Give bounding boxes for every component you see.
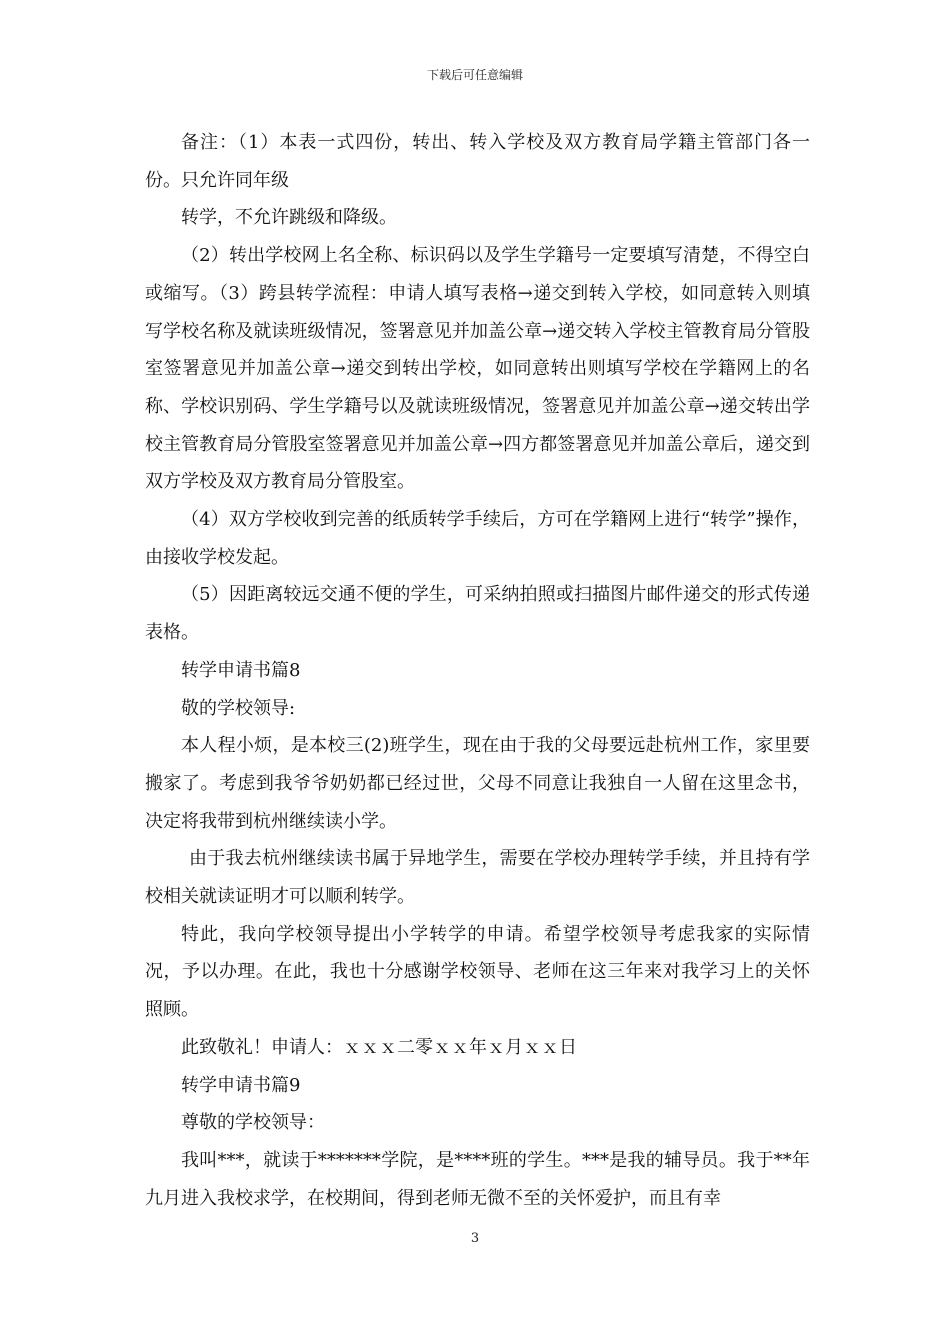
page-header: 下载后可任意编辑 (426, 68, 523, 82)
salutation: 尊敬的学校领导： (181, 1112, 325, 1134)
body-paragraph: 转学，不允许跳级和降级。 (181, 207, 397, 229)
section-heading: 转学申请书篇9 (181, 1074, 301, 1096)
body-paragraph: （2）转出学校网上名全称、标识码以及学生学籍号一定要填写清楚，不得空白或缩写。（3）跨县转学流程：申请人填写表格→递交到转入学校，如同意转入则填写学校名称及就读班级情况，签署意见并加盖公章→递交转入学校主管教育局分管股室签署意见并加盖公章→递交到转出学校，如同意转出则填写学校在学籍网上的名称、学校识别码、学生学籍号以及就读班级情况，签署意见并加盖公章→递交转出学校主管教育局分管股室签署意见并加盖公章→四方都签署意见并加盖公章后，递交到双方学校及双方教育局分管股室。 (145, 245, 810, 493)
salutation: 敬的学校领导: (181, 697, 296, 719)
body-paragraph: （4）双方学校收到完善的纸质转学手续后，方可在学籍网上进行“转学”操作，由接收学校发起。 (145, 509, 810, 568)
document-body (145, 124, 810, 1217)
closing-signature: 此致敬礼！申请人：ｘｘｘ二零ｘｘ年ｘ月ｘｘ日 (181, 1036, 577, 1058)
body-paragraph: （5）因距离较远交通不便的学生，可采纳拍照或扫描图片邮件递交的形式传递表格。 (145, 584, 810, 644)
section-heading: 转学申请书篇8 (181, 659, 301, 681)
body-paragraph: 特此，我向学校领导提出小学转学的申请。希望学校领导考虑我家的实际情况，予以办理。在此，我也十分感谢学校领导、老师在这三年来对我学习上的关怀照顾。 (145, 923, 810, 1021)
body-paragraph: 我叫***，就读于*******学院，是****班的学生。***是我的辅导员。我于**年九月进入我校求学，在校期间，得到老师无微不至的关怀爱护，而且有幸 (145, 1149, 810, 1209)
body-paragraph: 本人程小烦，是本校三(2)班学生，现在由于我的父母要远赴杭州工作，家里要搬家了。考虑到我爷爷奶奶都已经过世，父母不同意让我独自一人留在这里念书，决定将我带到杭州继续读小学。 (145, 735, 810, 832)
body-paragraph: 备注：（1）本表一式四份，转出、转入学校及双方教育局学籍主管部门各一份。只允许同年级 (145, 132, 810, 191)
body-paragraph: 由于我去杭州继续读书属于异地学生，需要在学校办理转学手续，并且持有学校相关就读证明才可以顺利转学。 (145, 848, 810, 908)
page-number: 3 (470, 1231, 480, 1246)
